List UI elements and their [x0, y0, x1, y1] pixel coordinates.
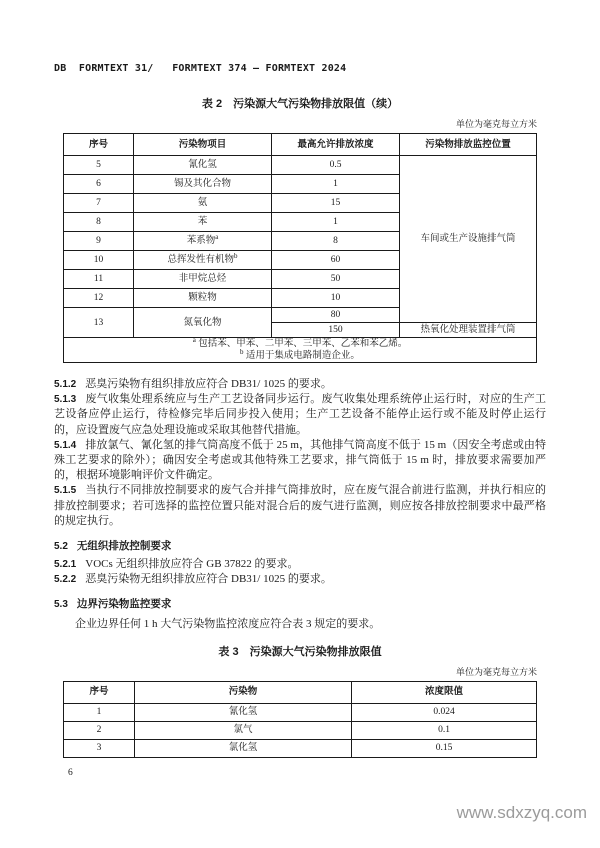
table3-col-pollutant: 污染物	[135, 681, 352, 703]
clause-number: 5.1.3	[54, 394, 77, 406]
cell-item: 氨	[134, 194, 272, 213]
cell-no: 13	[64, 308, 134, 338]
cell-value: 60	[272, 251, 400, 270]
table2-col-monitor-location: 污染物排放监控位置	[400, 134, 537, 156]
cell-value: 50	[272, 270, 400, 289]
cell-value: 0.5	[272, 156, 400, 175]
table2-header-row	[64, 134, 537, 156]
cell-location: 热氧化处理装置排气筒	[400, 323, 537, 338]
table2-col-item: 污染物项目	[134, 134, 272, 156]
clause-5-1-3: 5.1.3 废气收集处理系统应与生产工艺设备同步运行。废气收集处理系统停止运行时，对应的生产工艺设备应停止运行，待检修完毕后同步投入使用；生产工艺设备不能停止运行或不能及时停止运行的，应设置废气应急处理设施或采取其他替代措施。	[54, 393, 546, 436]
table3-row	[64, 739, 537, 757]
table2-unit-note: 单位为毫克每立方米	[455, 119, 537, 129]
table3-boundary-limits	[63, 681, 537, 758]
clause-number: 5.1.4	[54, 439, 77, 451]
cell-value: 0.1	[352, 721, 537, 739]
table2-footnotes	[64, 335, 537, 363]
cell-value: 1	[272, 213, 400, 232]
body-clauses	[54, 377, 546, 633]
cell-item: 氰化氢	[134, 156, 272, 175]
table2-row	[64, 156, 537, 175]
cell-value: 8	[272, 232, 400, 251]
footnote-marker-b: b	[234, 251, 238, 260]
table3-header-row	[64, 681, 537, 703]
clause-number: 5.1.2	[54, 379, 77, 390]
cell-item: 氯气	[135, 721, 352, 739]
table3-row	[64, 703, 537, 721]
table2-col-max-conc: 最高允许排放浓度	[272, 134, 400, 156]
cell-item: 颗粒物	[134, 289, 272, 308]
table3-unit-note: 单位为毫克每立方米	[455, 666, 537, 677]
cell-value: 80	[272, 308, 400, 323]
cell-no: 6	[64, 175, 134, 194]
page-number: 6	[68, 767, 73, 778]
cell-item: 苯	[134, 213, 272, 232]
section-heading-5-3: 5.3 边界污染物监控要求	[54, 598, 172, 611]
table3-col-limit: 浓度限值	[352, 681, 537, 703]
table2-caption: 表 2 污染源大气污染物排放限值（续）	[201, 98, 399, 110]
cell-value: 0.15	[352, 739, 537, 757]
cell-no: 10	[64, 251, 134, 270]
cell-item: 非甲烷总烃	[134, 270, 272, 289]
cell-item: 苯系物$^a$	[134, 232, 272, 251]
table3-row	[64, 721, 537, 739]
table3-col-no: 序号	[64, 681, 135, 703]
clause-5-1-5: 5.1.5 当执行不同排放控制要求的废气合并排气筒排放时，应在废气混合前进行监测，并执行相应的排放控制要求；若可选择的监控位置只能对混合后的废气进行监测，则应按各排放控制要求中最严格的规定执行。	[54, 484, 546, 527]
cell-no: 8	[64, 213, 134, 232]
footnote-a: $^a$ 包括苯、甲苯、二甲苯、三甲苯、乙苯和苯乙烯。	[192, 335, 408, 349]
cell-value: 1	[272, 175, 400, 194]
table2-col-no: 序号	[64, 134, 134, 156]
footnote-marker-a: a	[215, 232, 219, 241]
cell-no: 11	[64, 270, 134, 289]
cell-value: 15	[272, 194, 400, 213]
cell-value: 150	[272, 323, 400, 338]
cell-item: 锡及其化合物	[134, 175, 272, 194]
page-content	[0, 63, 600, 778]
cell-no: 2	[64, 721, 135, 739]
cell-no: 7	[64, 194, 134, 213]
paragraph-5-3: 企业边界任何 1 h 大气污染物监控浓度应符合表 3 规定的要求。	[75, 618, 381, 631]
cell-no: 3	[64, 739, 135, 757]
document-header-line: DB FORMTEXT 31/ FORMTEXT 374 — FORMTEXT 2024	[54, 63, 347, 74]
cell-item: 总挥发性有机物$^b$	[134, 251, 272, 270]
cell-value: 0.024	[352, 703, 537, 721]
cell-no: 1	[64, 703, 135, 721]
footnote-b: $^b$ 适用于集成电路制造企业。	[240, 347, 360, 361]
clause-5-2-1: 5.2.1 VOCs 无组织排放应符合 GB 37822 的要求。	[54, 558, 299, 571]
clause-number: 5.2.1	[54, 559, 77, 571]
cell-value: 10	[272, 289, 400, 308]
table2-footnotes-row	[64, 338, 537, 363]
cell-item: 氰化氢	[135, 703, 352, 721]
watermark-text: www.sdxzyq.com	[456, 803, 587, 822]
cell-no: 9	[64, 232, 134, 251]
section-heading-5-2: 5.2 无组织排放控制要求	[54, 540, 172, 553]
table2-emission-limits	[63, 133, 537, 363]
cell-item: 氮氧化物	[134, 308, 272, 338]
clause-5-2-2: 5.2.2 恶臭污染物无组织排放应符合 DB31/ 1025 的要求。	[54, 573, 332, 586]
clause-number: 5.2.2	[54, 574, 77, 586]
clause-5-1-4: 5.1.4 排放氯气、氰化氢的排气筒高度不低于 25 m，其他排气筒高度不低于 15 m（因安全考虑或由特殊工艺要求的除外）；确因安全考虑或其他特殊工艺要求，排气筒低于 15 m 时，排放要求需要加严的，根据环境影响评价文件确定。	[54, 438, 546, 482]
cell-merged-location: 车间或生产设施排气筒	[400, 156, 537, 323]
clause-number: 5.1.5	[54, 485, 77, 497]
cell-no: 12	[64, 289, 134, 308]
clause-5-1-2: 5.1.2 恶臭污染物有组织排放应符合 DB31/ 1025 的要求。	[54, 378, 332, 390]
cell-item: 氯化氢	[135, 739, 352, 757]
table3-caption: 表 3 污染源大气污染物排放限值	[218, 645, 382, 658]
cell-no: 5	[64, 156, 134, 175]
